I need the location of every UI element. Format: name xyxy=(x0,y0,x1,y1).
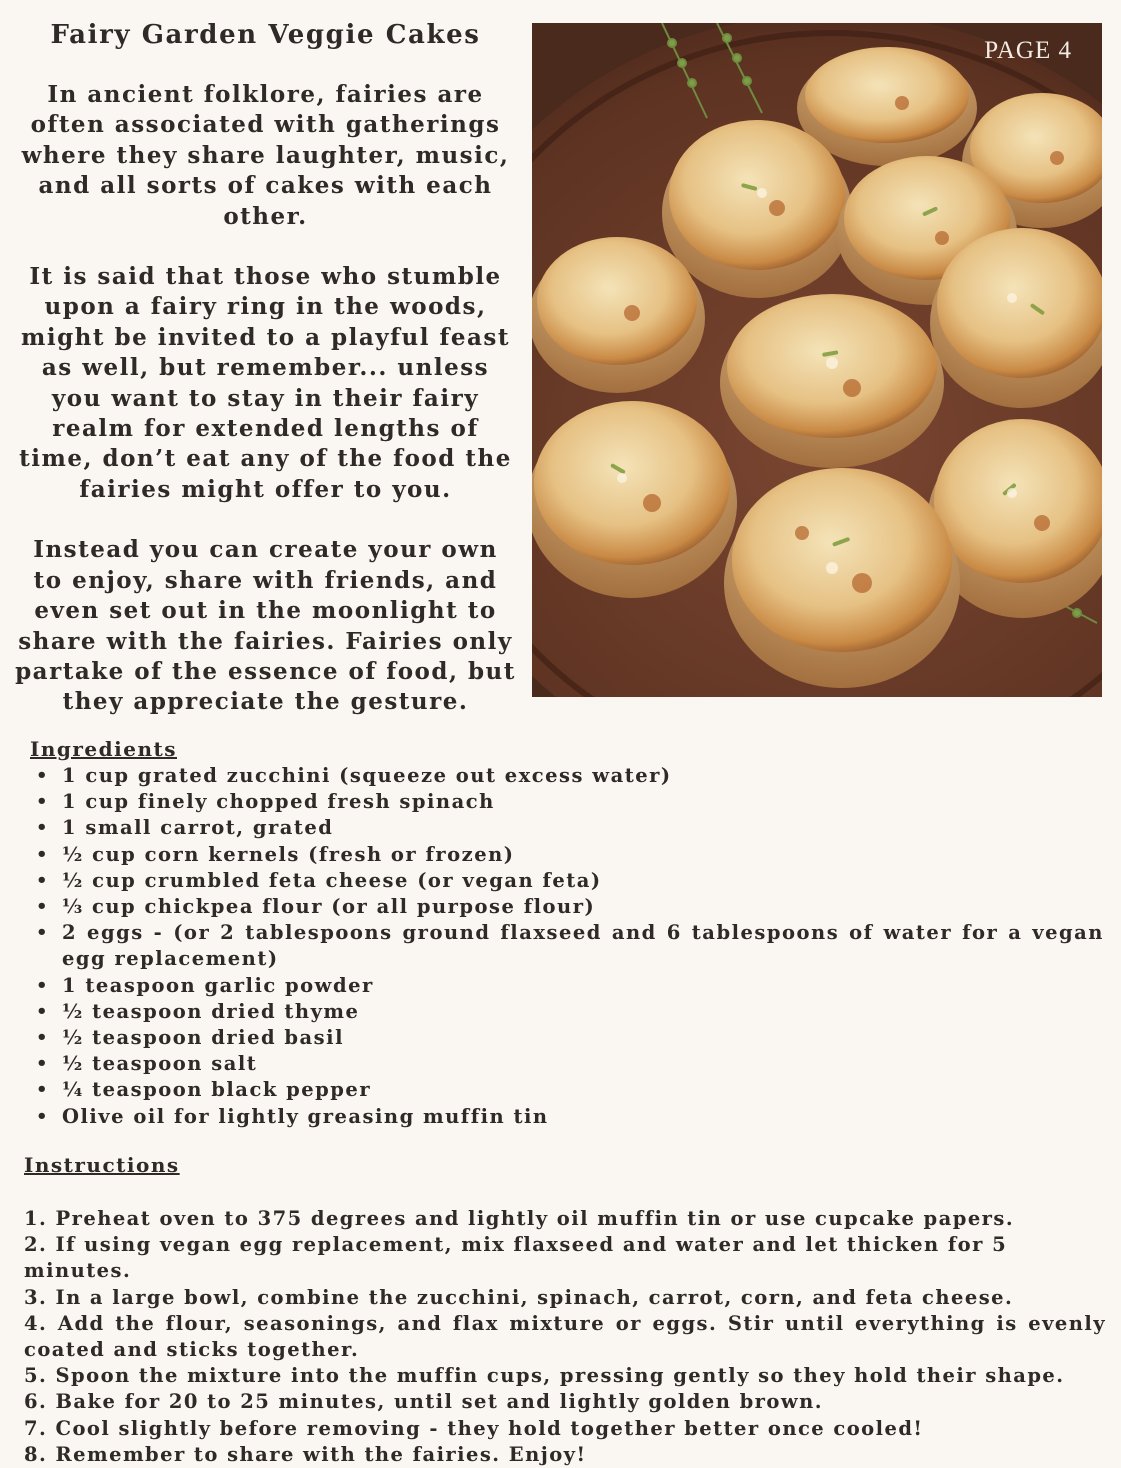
instruction-step: 3. In a large bowl, combine the zucchini, spinach, carrot, corn, and feta cheese. xyxy=(24,1285,1014,1309)
bullet-icon: • xyxy=(36,1000,50,1022)
instruction-step: 6. Bake for 20 to 25 minutes, until set and lightly golden brown. xyxy=(24,1390,823,1414)
bullet-icon: • xyxy=(36,817,50,839)
ingredients-list xyxy=(34,763,1104,1130)
ingredient-item: • ½ teaspoon salt xyxy=(34,1051,1104,1077)
instruction-step: 1. Preheat oven to 375 degrees and lightly oil muffin tin or use cupcake papers. xyxy=(24,1207,1015,1230)
bullet-icon: • xyxy=(36,765,50,786)
instruction-step: 8. Remember to share with the fairies. Enjoy! xyxy=(24,1442,587,1466)
bullet-icon: • xyxy=(36,1105,50,1127)
page-title: Fairy Garden Veggie Cakes xyxy=(50,20,481,50)
ingredient-item: • ½ teaspoon dried thyme xyxy=(34,999,1104,1025)
ingredient-item: • 1 small carrot, grated xyxy=(34,815,1104,841)
bullet-icon: • xyxy=(36,896,50,918)
bullet-icon: • xyxy=(36,974,50,996)
veggie-cake xyxy=(532,401,737,598)
bullet-icon: • xyxy=(36,1053,50,1075)
ingredient-item: • ⅓ cup chickpea flour (or all purpose flour) xyxy=(34,894,1104,920)
bullet-icon: • xyxy=(36,869,50,891)
intro-text xyxy=(14,80,517,748)
instruction-step: 5. Spoon the mixture into the muffin cups, pressing gently so they hold their shape. xyxy=(24,1364,1065,1388)
ingredient-item: • 2 eggs - (or 2 tablespoons ground flaxseed and 6 tablespoons of water for a vegan egg replacement) xyxy=(36,921,1104,971)
ingredient-item: • 1 cup grated zucchini (squeeze out excess water) xyxy=(34,763,1104,789)
ingredient-item: • 1 teaspoon garlic powder xyxy=(34,973,1104,999)
instruction-step: 2. If using vegan egg replacement, mix flaxseed and water and let thicken for 5 minutes. xyxy=(24,1233,1008,1283)
ingredient-item: • 1 cup finely chopped fresh spinach xyxy=(34,789,1104,815)
veggie-cake xyxy=(720,294,944,468)
bullet-icon: • xyxy=(36,922,50,944)
intro-paragraph: In ancient folklore, fairies are often associated with gatherings where they share laughter, music, and all sorts of cakes with each other. xyxy=(21,81,510,230)
ingredient-item: • ½ teaspoon dried basil xyxy=(34,1025,1104,1051)
page-number: PAGE 4 xyxy=(984,37,1072,64)
instructions-list xyxy=(24,1206,1106,1468)
ingredients-heading: Ingredients xyxy=(30,737,177,761)
bullet-icon: • xyxy=(36,1027,50,1049)
bullet-icon: • xyxy=(36,843,50,865)
ingredient-item: • Olive oil for lightly greasing muffin tin xyxy=(34,1104,1104,1130)
intro-paragraph: It is said that those who stumble upon a fairy ring in the woods, might be invited to a playful feast as well, but remember... unless you want to stay in their fairy realm for extended lengths of time, don’t eat any of the food the fairies might offer to you. xyxy=(19,263,512,503)
ingredient-item: • ¼ teaspoon black pepper xyxy=(34,1077,1104,1103)
instruction-step: 4. Add the flour, seasonings, and flax mixture or eggs. Stir until everything is evenly coated and sticks together. xyxy=(24,1311,1106,1362)
ingredient-item: • ½ cup crumbled feta cheese (or vegan feta) xyxy=(34,868,1104,894)
veggie-cakes-illustration xyxy=(532,23,1102,697)
instruction-step: 7. Cool slightly before removing - they hold together better once cooled! xyxy=(24,1416,924,1440)
bullet-icon: • xyxy=(36,791,50,813)
veggie-cake xyxy=(662,120,852,298)
ingredient-item: • ½ cup corn kernels (fresh or frozen) xyxy=(34,842,1104,868)
bullet-icon: • xyxy=(36,1079,50,1101)
intro-paragraph: Instead you can create your own to enjoy, share with friends, and even set out in the moonlight to share with the fairies. Fairies only partake of the essence of food, but they appreciate the gesture. xyxy=(15,536,516,716)
instructions-heading: Instructions xyxy=(24,1153,180,1177)
veggie-cakes-photo xyxy=(532,23,1102,697)
veggie-cake xyxy=(724,468,960,688)
